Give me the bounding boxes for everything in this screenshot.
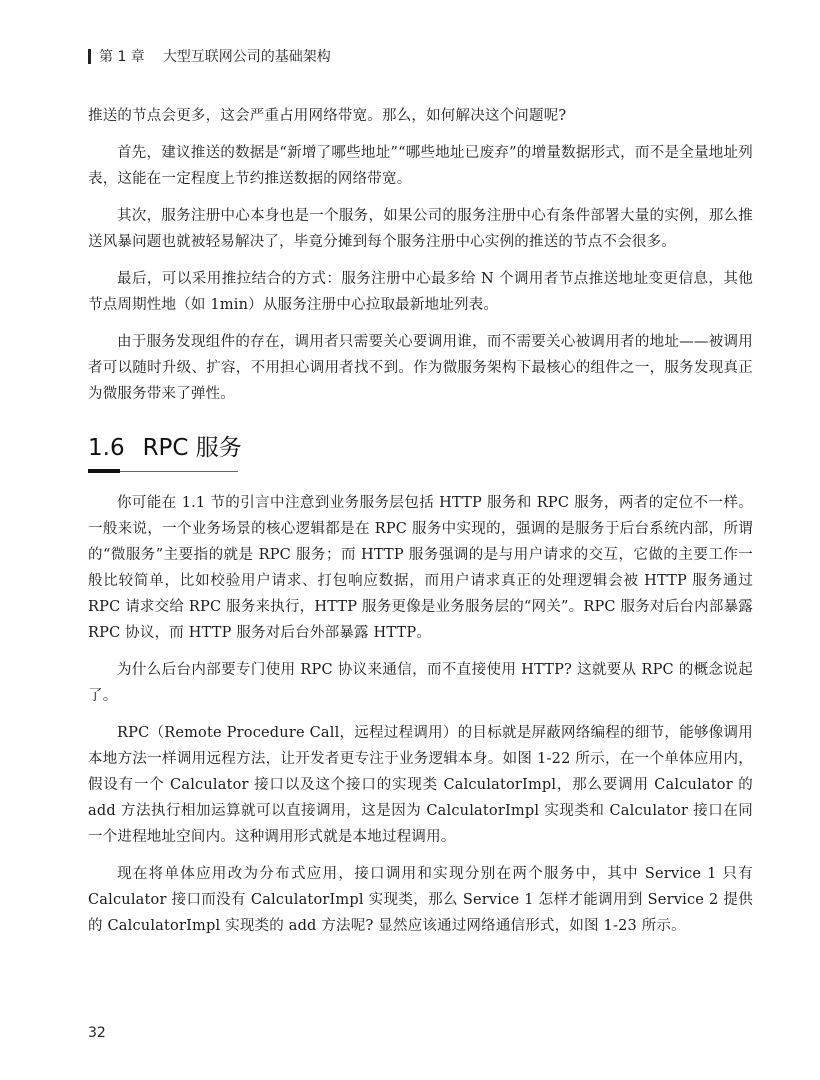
page-number: 32 [88,1025,106,1041]
chapter-label: 第 1 章 [99,49,145,65]
paragraph: 现在将单体应用改为分布式应用，接口调用和实现分别在两个服务中，其中 Service 1 只有 Calculator 接口而没有 CalculatorImpl 实现类，那么 Service 1 怎样才能调用到 Service 2 提供的 CalculatorImpl 实现类的 add 方法呢? 显然应该通过网络通信形式，如图 1-23 所示。 [88,866,753,934]
section-number: 1.6 [88,435,125,461]
header-bar [88,49,91,64]
section-underline [88,469,238,472]
page-content [88,103,753,950]
paragraph: 最后，可以采用推拉结合的方式：服务注册中心最多给 N 个调用者节点推送地址变更信息，其他节点周期性地（如 1min）从服务注册中心拉取最新地址列表。 [88,271,753,313]
paragraph: RPC（Remote Procedure Call，远程过程调用）的目标就是屏蔽网络编程的细节，能够像调用本地方法一样调用远程方法，让开发者更专注于业务逻辑本身。如图 1-22 所示，在一个单体应用内，假设有一个 Calculator 接口以及这个接口的实现类 CalculatorImpl，那么要调用 Calculator 的 add 方法执行相加运算就可以直接调用，这是因为 CalculatorImpl 实现类和 Calculator 接口在同一个进程地址空间内。这种调用形式就是本地过程调用。 [88,725,753,845]
paragraph: 推送的节点会更多，这会严重占用网络带宽。那么，如何解决这个问题呢? [88,108,567,124]
running-header [88,46,331,66]
paragraphs-top [88,103,753,407]
section-title [88,429,753,462]
chapter-title: 大型互联网公司的基础架构 [162,49,331,65]
paragraph: 由于服务发现组件的存在，调用者只需要关心要调用谁，而不需要关心被调用者的地址——被调用者可以随时升级、扩容，不用担心调用者找不到。作为微服务架构下最核心的组件之一，服务发现真正为微服务带来了弹性。 [88,334,753,402]
paragraph: 为什么后台内部要专门使用 RPC 协议来通信，而不直接使用 HTTP? 这就要从 RPC 的概念说起了。 [88,662,753,704]
underline-thin [120,471,238,472]
underline-thick [88,469,120,473]
section-heading [88,429,753,472]
section-title-text: RPC 服务 [142,435,242,461]
paragraph: 你可能在 1.1 节的引言中注意到业务服务层包括 HTTP 服务和 RPC 服务，两者的定位不一样。一般来说，一个业务场景的核心逻辑都是在 RPC 服务中实现的，强调的是服务于后台系统内部，所谓的“微服务”主要指的就是 RPC 服务；而 HTTP 服务强调的是与用户请求的交互，它做的主要工作一般比较简单，比如校验用户请求、打包响应数据，而用户请求真正的处理逻辑会被 HTTP 服务通过 RPC 请求交给 RPC 服务来执行，HTTP 服务更像是业务服务层的“网关”。RPC 服务对后台内部暴露 RPC 协议，而 HTTP 服务对后台外部暴露 HTTP。 [88,495,753,641]
paragraph: 首先，建议推送的数据是“新增了哪些地址”“哪些地址已废弃”的增量数据形式，而不是全量地址列表，这能在一定程度上节约推送数据的网络带宽。 [88,145,753,187]
paragraph: 其次，服务注册中心本身也是一个服务，如果公司的服务注册中心有条件部署大量的实例，那么推送风暴问题也就被轻易解决了，毕竟分摊到每个服务注册中心实例的推送的节点不会很多。 [88,208,753,250]
paragraphs-bottom [88,490,753,939]
